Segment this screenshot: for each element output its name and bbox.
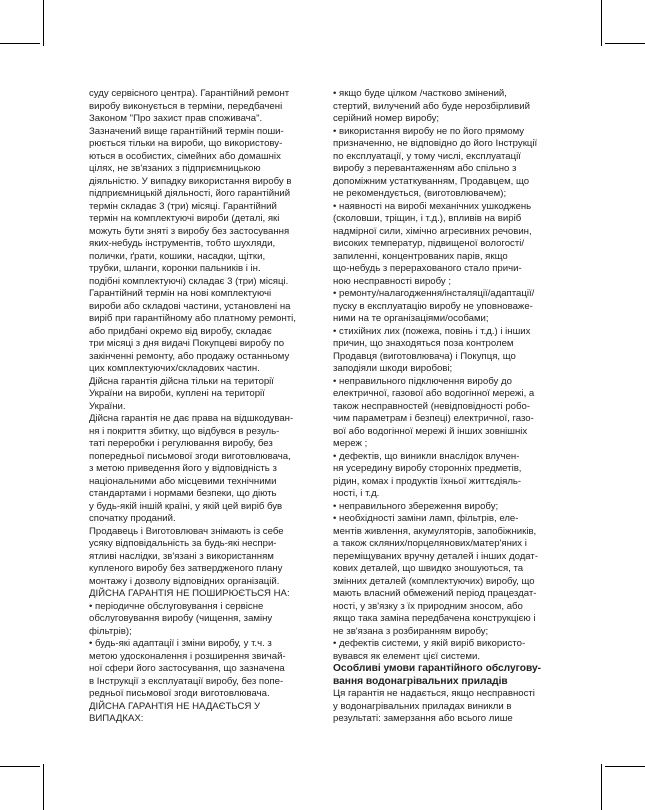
- text-line: що-небудь з перерахованого стало причи-: [333, 263, 522, 274]
- crop-mark-top-right-horizontal: [605, 43, 645, 44]
- text-line: запиленні, концентрованих парів, якщо: [333, 250, 508, 262]
- text-line: причин, що знаходяться поза контролем: [333, 338, 514, 349]
- text-line: подібні комплектуючі) складає 3 (три) місяці.: [89, 275, 289, 287]
- text-line: (сколовши, тріщин, і т.д.), впливів на виріб: [333, 213, 522, 224]
- text-line: ною несправності виробу ;: [333, 275, 452, 287]
- text-line: чим параметрам і безпеці) електричної, газо-: [333, 413, 534, 424]
- text-line: стертий, вилучений або буде нерозбірливий: [333, 100, 530, 112]
- text-line: ВИПАДКАХ:: [89, 713, 144, 724]
- text-line: ятливі наслідки, зв'язані з використанням: [89, 550, 274, 562]
- text-line: переміщуваних вручну деталей і інших додат-: [333, 550, 539, 562]
- text-line: трубки, шланги, коронки пальників і ін.: [89, 263, 261, 274]
- text-line: ДІЙСНА ГАРАНТІЯ НЕ НАДАЄТЬСЯ У: [89, 700, 261, 712]
- text-line: діяльністю. У випадку використання виробу в: [89, 175, 292, 187]
- text-line: по експлуатації, у тому числі, експлуатації: [333, 150, 521, 162]
- text-line: пуску в експлуатацію виробу не уповноваже-: [333, 300, 533, 312]
- crop-mark-top-left-vertical: [43, 0, 44, 46]
- text-line: цих комплектуючих/складових частин.: [89, 363, 260, 374]
- text-line: допоміжним устаткуванням, Продавцем, що: [333, 175, 530, 187]
- text-line: вироби або складові частини, установлені на: [89, 300, 291, 312]
- left-text-column: [89, 88, 309, 726]
- text-line: України.: [89, 400, 126, 412]
- text-line: три місяці з дня видачі Покупцеві виробу по: [89, 338, 285, 349]
- text-line: попередньої письмової згоди виготовлювача,: [89, 450, 291, 462]
- text-line: Ця гарантія не надається, якщо несправності: [333, 688, 535, 699]
- text-line: • якщо буде цілком /частково змінений,: [333, 88, 507, 99]
- text-line: можуть бути зняті з виробу без застосування: [89, 225, 290, 237]
- crop-mark-top-left-horizontal: [0, 43, 40, 44]
- text-line: стандартами і нормами безпеки, що діють: [89, 488, 277, 499]
- text-line: підприємницькій діяльності, його гарантійний: [89, 188, 291, 199]
- text-line: вувався як елемент цієї системи.: [333, 650, 480, 662]
- text-line: • періодичне обслуговування і сервісне: [89, 600, 264, 612]
- text-line: в Інструкції з експлуатації виробу, без попе-: [89, 675, 284, 687]
- text-line: України на вироби, куплені на території: [89, 388, 265, 399]
- text-line: термін складає 3 (три) місяці. Гарантійний: [89, 200, 277, 212]
- text-line: монтажу і дозволу відповідних організацій.: [89, 575, 280, 587]
- right-text-column: [333, 88, 553, 726]
- text-line: також несправностей (невідповідності робо-: [333, 400, 531, 412]
- crop-mark-bottom-right-horizontal: [605, 766, 645, 767]
- text-line: закінченні ремонту, або продажу останньому: [89, 350, 290, 362]
- section-heading-line: Особливі умови гарантійного обслугову-: [333, 663, 542, 674]
- text-line: а також скляних/порцелянових/матер'яних і: [333, 538, 527, 549]
- text-line: ної сфери його застосування, що зазначена: [89, 663, 285, 674]
- text-line: виробу виконується в терміни, передбачені: [89, 100, 283, 112]
- text-line: ності, і т.д.: [333, 488, 380, 499]
- section-heading-line: вання водонагрівальних приладів: [333, 675, 508, 687]
- text-line: • необхідності заміни ламп, фільтрів, еле-: [333, 513, 519, 524]
- text-line: кових деталей, що швидко зношуються, та: [333, 563, 524, 574]
- text-line: з метою приведення його у відповідність з: [89, 463, 277, 474]
- text-line: результаті: замерзання або всього лише: [333, 713, 513, 724]
- text-line: • наявності на виробі механічних ушкоджень: [333, 200, 532, 212]
- text-line: серійний номер виробу;: [333, 113, 440, 124]
- text-line: • неправильного збереження виробу;: [333, 500, 499, 512]
- text-line: Продавця (виготовлювача) і Покупця, що: [333, 350, 516, 362]
- text-line: змінних деталей (комплектуючих) виробу, що: [333, 575, 535, 587]
- text-line: • дефектів системи, у якій виріб використо-: [333, 638, 526, 649]
- crop-mark-top-right-vertical: [601, 0, 602, 46]
- text-line: спочатку проданий.: [89, 513, 176, 524]
- text-line: редньої письмової згоди виготовлювача.: [89, 688, 270, 699]
- text-line: Законом "Про захист прав споживача".: [89, 113, 263, 124]
- text-line: у будь-якій іншій країні, у якій цей виріб був: [89, 500, 283, 512]
- text-line: • неправильного підключення виробу до: [333, 375, 512, 387]
- text-line: рідин, комах і продуктів їхньої життєдіяль-: [333, 475, 522, 487]
- text-line: виріб при гарантійному або платному ремонті,: [89, 313, 296, 324]
- text-line: таті переробки і регулювання виробу, без: [89, 438, 273, 449]
- text-line: мереж ;: [333, 438, 368, 449]
- text-line: виробу з перевантаженням або спільно з: [333, 163, 517, 174]
- text-line: ються в особистих, сімейних або домашніх: [89, 150, 281, 162]
- text-line: яких-небудь інструментів, тобто шухляди,: [89, 238, 276, 249]
- text-line: ності, у зв'язку з їх природним зносом, або: [333, 600, 523, 612]
- text-line: національними або місцевими технічними: [89, 475, 277, 487]
- text-line: • ремонту/налагодження/інсталяції/адаптації/: [333, 288, 535, 299]
- text-line: • стихійних лих (пожежа, повінь і т.д.) і інших: [333, 325, 531, 337]
- text-line: полички, ґрати, кошики, насадки, щітки,: [89, 250, 266, 262]
- text-line: мають власний обмежений період працездат-: [333, 588, 537, 599]
- text-line: рюється тільки на вироби, що використову-: [89, 138, 283, 149]
- text-line: заподіяли шкоди виробові;: [333, 363, 453, 374]
- text-line: або придбані окремо від виробу, складає: [89, 325, 272, 337]
- text-line: вої або водогінної мережі й інших зовнішніх: [333, 425, 528, 437]
- text-line: ня усередину виробу сторонніх предметів,: [333, 463, 522, 474]
- text-line: ДІЙСНА ГАРАНТІЯ НЕ ПОШИРЮЄТЬСЯ НА:: [89, 588, 290, 599]
- text-line: цілях, не зв'язаних з підприємницькою: [89, 163, 261, 174]
- text-line: надмірної сили, хімічно агресивних речовин,: [333, 225, 532, 237]
- text-line: Зазначений вище гарантійний термін поши-: [89, 125, 284, 137]
- text-line: не зв'язана з розбиранням виробу;: [333, 625, 489, 637]
- crop-mark-bottom-left-horizontal: [0, 766, 40, 767]
- crop-mark-bottom-left-vertical: [43, 764, 44, 810]
- text-line: не рекомендується, (виготовлювачем);: [333, 188, 507, 199]
- text-line: у водонагрівальних приладах виникли в: [333, 700, 512, 712]
- text-line: суду сервісного центра). Гарантійний ремонт: [89, 88, 290, 99]
- text-line: • будь-які адаптації і зміни виробу, у т.ч. з: [89, 638, 272, 649]
- text-line: метою удосконалення і розширення звичай-: [89, 650, 286, 662]
- text-line: якщо така заміна передбачена конструкцією і: [333, 613, 536, 624]
- text-line: ня і покриття збитку, що відбувся в резуль-: [89, 425, 280, 437]
- text-line: фільтрів);: [89, 625, 132, 637]
- text-line: Гарантійний термін на нові комплектуючі: [89, 288, 272, 299]
- text-line: купленого виробу без затвердженого плану: [89, 563, 283, 574]
- text-line: • дефектів, що виникли внаслідок влучен-: [333, 450, 520, 462]
- text-line: обслуговування виробу (чищення, заміну: [89, 613, 273, 624]
- text-line: призначенню, не відповідно до його Інструкції: [333, 138, 538, 149]
- text-line: ними на те організаціями/особами;: [333, 313, 489, 324]
- text-line: Продавець і Виготовлювач знімають із себе: [89, 525, 284, 537]
- text-line: Дійсна гарантія дійсна тільки на території: [89, 375, 274, 387]
- text-line: ментів живлення, акумуляторів, запобіжників,: [333, 525, 537, 537]
- text-line: електричної, газової або водогінної мережі, а: [333, 388, 535, 399]
- text-line: усяку відповідальність за будь-які неспри-: [89, 538, 277, 549]
- text-line: Дійсна гарантія не дає права на відшкодуван-: [89, 413, 294, 424]
- text-line: високих температур, підвищеної вологості/: [333, 238, 525, 249]
- text-line: термін на комплектуючі вироби (деталі, які: [89, 213, 280, 224]
- crop-mark-bottom-right-vertical: [601, 764, 602, 810]
- text-line: • використання виробу не по його прямому: [333, 125, 525, 137]
